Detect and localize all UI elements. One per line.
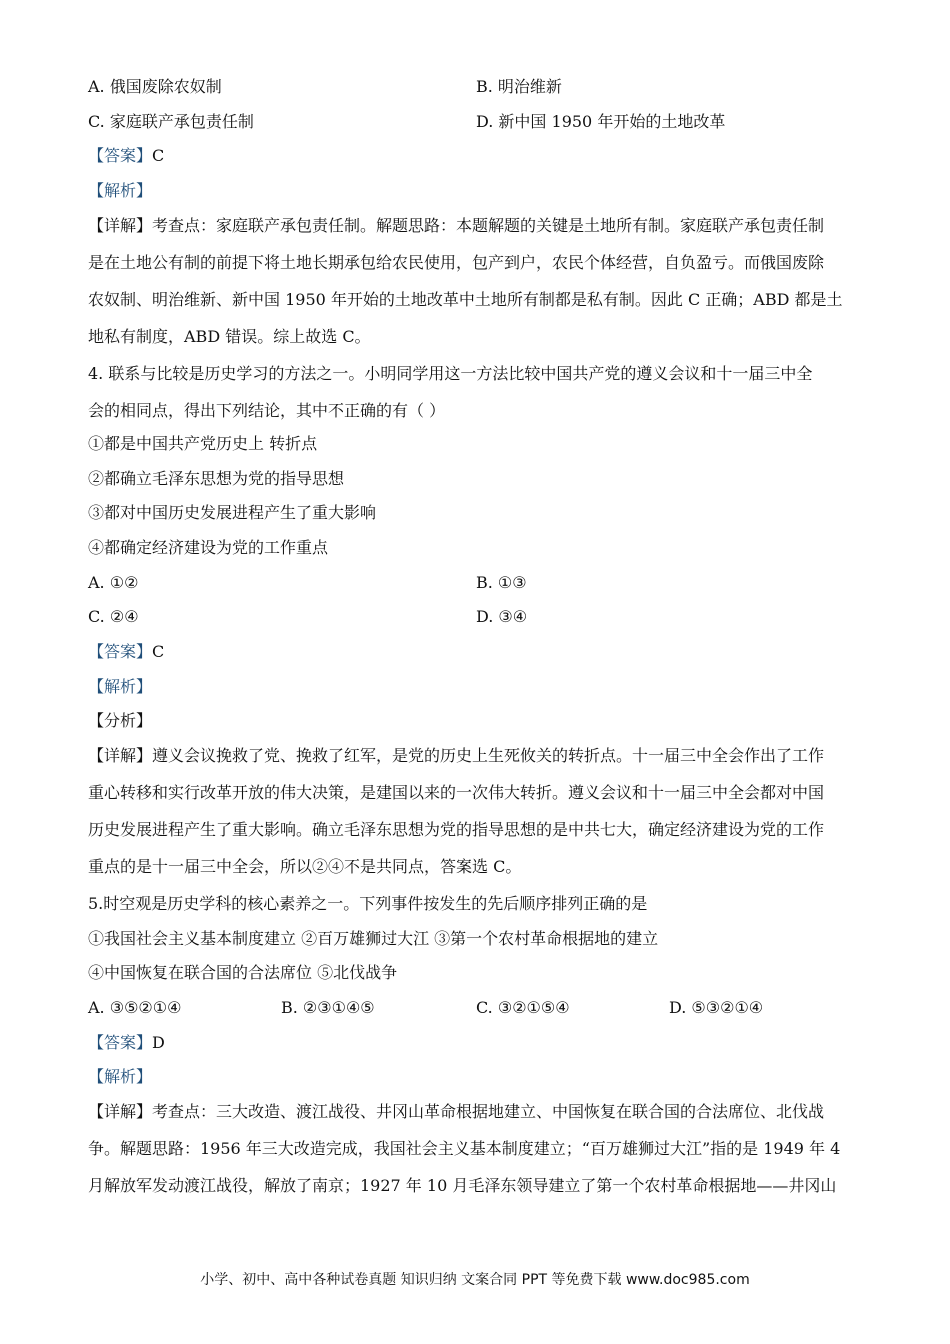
- q5-events-line-1: ①我国社会主义基本制度建立 ②百万雄狮过大江 ③第一个农村革命根据地的建立: [88, 929, 659, 948]
- q3-analysis-tag: 【解析】: [88, 181, 153, 200]
- q4-statement-2: ②都确立毛泽东思想为党的指导思想: [88, 469, 345, 488]
- q5-option-d: D. ⑤③②①④: [669, 998, 764, 1017]
- q4-detail-line-4: 重点的是十一届三中全会，所以②④不是共同点，答案选 C。: [88, 857, 522, 876]
- answer-tag: 【答案】: [88, 146, 153, 165]
- q5-answer-line: [88, 1033, 165, 1053]
- q5-detail-line-1: [88, 1102, 824, 1122]
- q3-answer-line: [88, 146, 164, 166]
- q4-stem-line-2: 会的相同点，得出下列结论，其中不正确的有（ ）: [88, 401, 446, 420]
- q5-stem: 5.时空观是历史学科的核心素养之一。下列事件按发生的先后顺序排列正确的是: [88, 894, 648, 913]
- q5-detail-line-2: 争。解题思路：1956 年三大改造完成，我国社会主义基本制度建立；“百万雄狮过大江”指的是 1949 年 4: [88, 1139, 841, 1158]
- q3-option-d: D. 新中国 1950 年开始的土地改革: [476, 112, 726, 131]
- q3-detail-text-1: 考查点：家庭联产承包责任制。解题思路：本题解题的关键是土地所有制。家庭联产承包责任制: [152, 216, 825, 235]
- q3-answer: C: [152, 146, 165, 165]
- answer-tag: 【答案】: [88, 1033, 153, 1052]
- q5-events-line-2: ④中国恢复在联合国的合法席位 ⑤北伐战争: [88, 963, 398, 982]
- q4-option-b: B. ①③: [476, 573, 527, 592]
- q3-detail-line-3: 农奴制、明治维新、新中国 1950 年开始的土地改革中土地所有制都是私有制。因此 C 正确；ABD 都是土: [88, 290, 843, 309]
- q4-answer: C: [152, 642, 165, 661]
- q4-detail-text-1: 遵义会议挽救了党、挽救了红军，是党的历史上生死攸关的转折点。十一届三中全会作出了工作: [152, 746, 825, 765]
- q4-statement-4: ④都确定经济建设为党的工作重点: [88, 538, 329, 557]
- q3-detail-line-2: 是在土地公有制的前提下将土地长期承包给农民使用，包产到户，农民个体经营，自负盈亏。而俄国废除: [88, 253, 825, 272]
- q4-detail-line-2: 重心转移和实行改革开放的伟大决策，是建国以来的一次伟大转折。遵义会议和十一届三中全会都对中国: [88, 783, 825, 802]
- q3-option-c: C. 家庭联产承包责任制: [88, 112, 254, 131]
- q4-detail-line-3: 历史发展进程产生了重大影响。确立毛泽东思想为党的指导思想的是中共七大，确定经济建设为党的工作: [88, 820, 825, 839]
- q4-detail-line-1: [88, 746, 824, 766]
- q4-statement-1: ①都是中国共产党历史上 转折点: [88, 434, 318, 453]
- detail-tag: 【详解】: [88, 746, 153, 765]
- q4-stem-line-1: 4. 联系与比较是历史学习的方法之一。小明同学用这一方法比较中国共产党的遵义会议和十一届三中全: [88, 364, 813, 383]
- q5-option-c: C. ③②①⑤④: [476, 998, 570, 1017]
- q4-statement-3: ③都对中国历史发展进程产生了重大影响: [88, 503, 377, 522]
- q5-detail-text-1: 考查点：三大改造、渡江战役、井冈山革命根据地建立、中国恢复在联合国的合法席位、北伐战: [152, 1102, 825, 1121]
- q5-detail-line-3: 月解放军发动渡江战役，解放了南京；1927 年 10 月毛泽东领导建立了第一个农村革命根据地——井冈山: [88, 1176, 837, 1195]
- q4-analysis-tag: 【解析】: [88, 677, 153, 696]
- q4-option-c: C. ②④: [88, 607, 139, 626]
- answer-tag: 【答案】: [88, 642, 153, 661]
- q5-analysis-tag: 【解析】: [88, 1067, 153, 1086]
- detail-tag: 【详解】: [88, 1102, 153, 1121]
- q3-option-a: A. 俄国废除农奴制: [88, 77, 222, 96]
- q4-fenxi-tag: 【分析】: [88, 711, 153, 730]
- q5-answer: D: [152, 1033, 165, 1052]
- q4-answer-line: [88, 642, 164, 662]
- page-footer: 小学、初中、高中各种试卷真题 知识归纳 文案合同 PPT 等免费下载 www.doc985.com: [200, 1272, 750, 1288]
- q3-detail-line-4: 地私有制度，ABD 错误。综上故选 C。: [88, 327, 371, 346]
- q5-option-a: A. ③⑤②①④: [88, 998, 182, 1017]
- q4-option-d: D. ③④: [476, 607, 528, 626]
- detail-tag: 【详解】: [88, 216, 153, 235]
- q3-detail-line-1: [88, 216, 824, 236]
- q4-option-a: A. ①②: [88, 573, 139, 592]
- q3-option-b: B. 明治维新: [476, 77, 562, 96]
- q5-option-b: B. ②③①④⑤: [281, 998, 375, 1017]
